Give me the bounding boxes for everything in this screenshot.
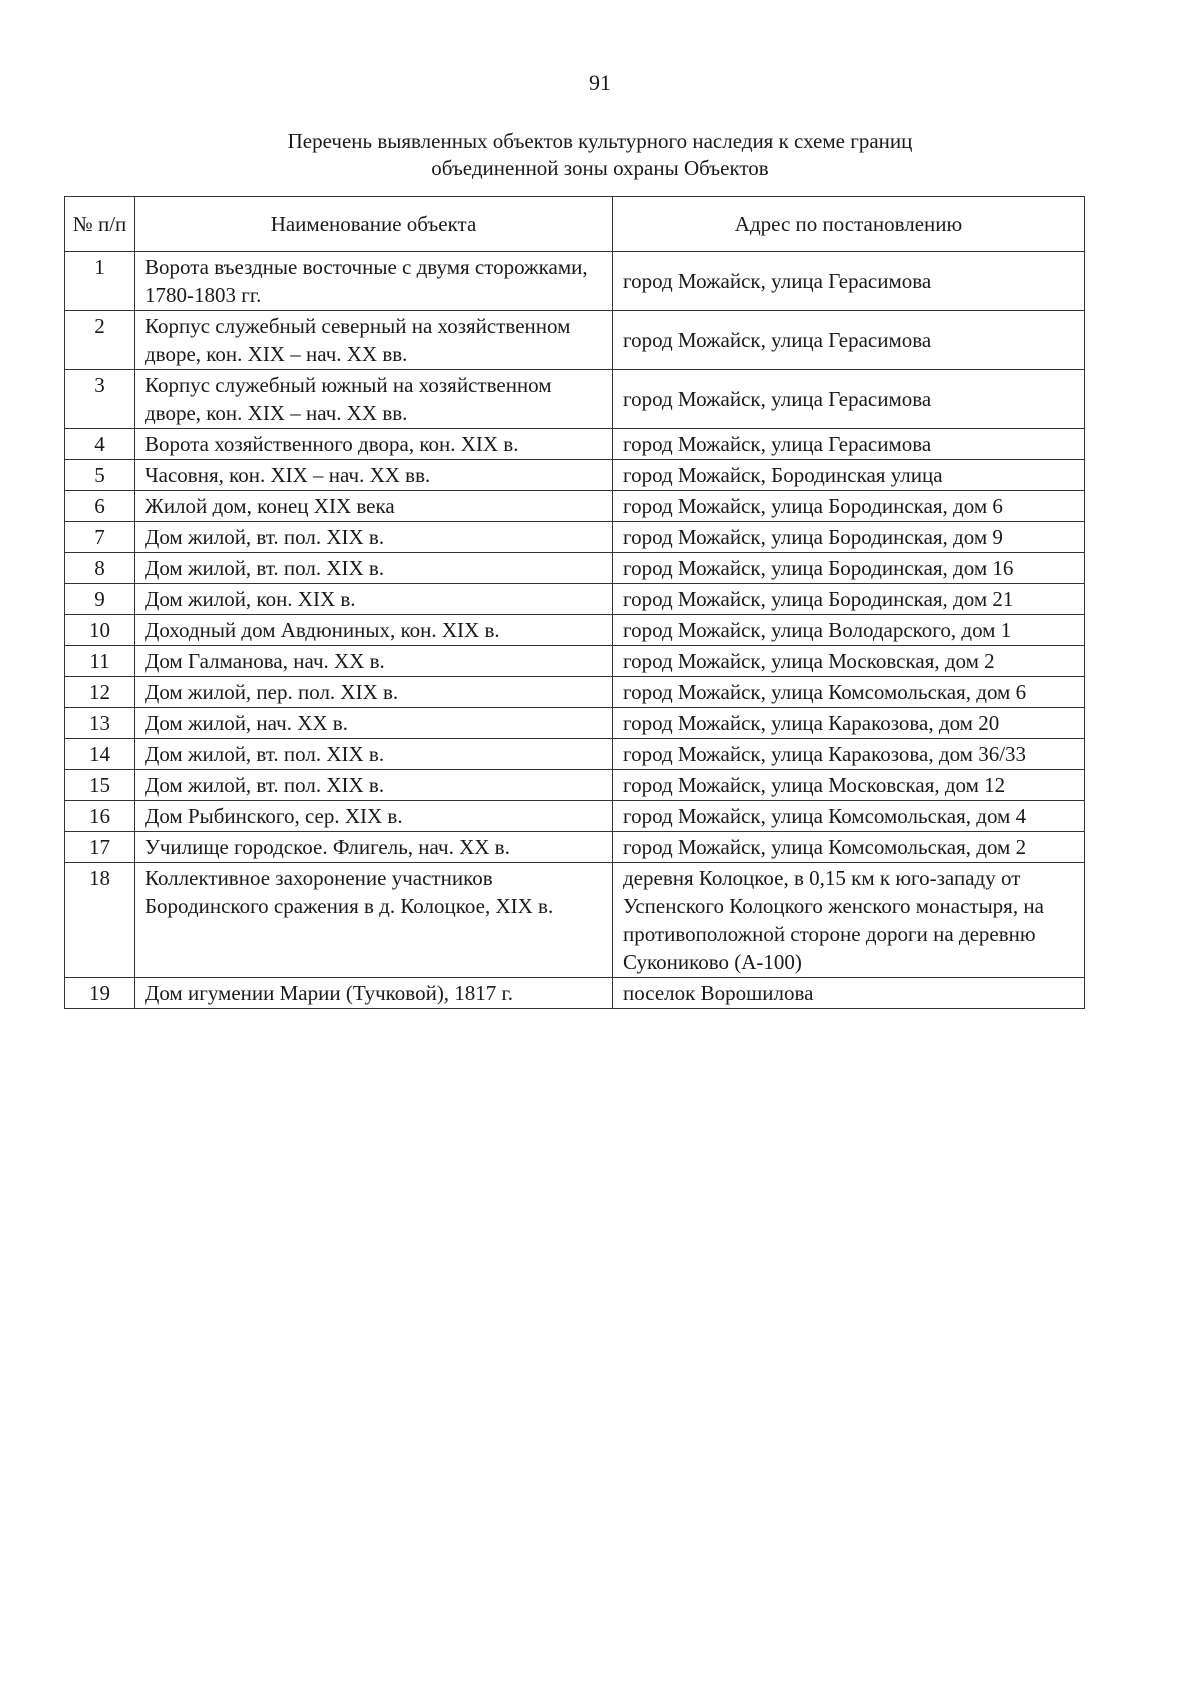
header-number: № п/п bbox=[65, 197, 135, 252]
object-name: Дом жилой, вт. пол. XIX в. bbox=[135, 770, 613, 801]
row-number: 7 bbox=[65, 522, 135, 553]
header-address: Адрес по постановлению bbox=[613, 197, 1085, 252]
table-row bbox=[65, 863, 1085, 978]
table-row bbox=[65, 429, 1085, 460]
row-number: 10 bbox=[65, 615, 135, 646]
object-name: Дом жилой, вт. пол. XIX в. bbox=[135, 739, 613, 770]
table-row bbox=[65, 708, 1085, 739]
row-number: 8 bbox=[65, 553, 135, 584]
table-row bbox=[65, 615, 1085, 646]
object-name: Дом жилой, вт. пол. XIX в. bbox=[135, 553, 613, 584]
row-number: 3 bbox=[65, 370, 135, 429]
table-row bbox=[65, 491, 1085, 522]
row-number: 15 bbox=[65, 770, 135, 801]
object-name: Ворота хозяйственного двора, кон. XIX в. bbox=[135, 429, 613, 460]
table-row bbox=[65, 553, 1085, 584]
table-row bbox=[65, 460, 1085, 491]
object-address: город Можайск, улица Бородинская, дом 21 bbox=[613, 584, 1085, 615]
page-number: 91 bbox=[589, 70, 611, 95]
object-name: Часовня, кон. XIX – нач. XX вв. bbox=[135, 460, 613, 491]
object-address: город Можайск, улица Герасимова bbox=[613, 429, 1085, 460]
object-address: деревня Колоцкое, в 0,15 км к юго-западу от Успенского Колоцкого женского монастыря, на противоположной стороне дороги на деревню Сукониково (А-100) bbox=[613, 863, 1085, 978]
object-name: Дом жилой, вт. пол. XIX в. bbox=[135, 522, 613, 553]
object-name: Дом жилой, нач. XX в. bbox=[135, 708, 613, 739]
object-address: город Можайск, улица Бородинская, дом 9 bbox=[613, 522, 1085, 553]
object-address: поселок Ворошилова bbox=[613, 978, 1085, 1009]
row-number: 17 bbox=[65, 832, 135, 863]
row-number: 1 bbox=[65, 252, 135, 311]
object-name: Дом игумении Марии (Тучковой), 1817 г. bbox=[135, 978, 613, 1009]
object-address: город Можайск, улица Бородинская, дом 6 bbox=[613, 491, 1085, 522]
object-address: город Можайск, улица Московская, дом 12 bbox=[613, 770, 1085, 801]
table-row bbox=[65, 252, 1085, 311]
object-name: Ворота въездные восточные с двумя сторожками, 1780-1803 гг. bbox=[135, 252, 613, 311]
table-row bbox=[65, 584, 1085, 615]
table-row bbox=[65, 677, 1085, 708]
row-number: 13 bbox=[65, 708, 135, 739]
row-number: 4 bbox=[65, 429, 135, 460]
document-title-line-2: объединенной зоны охраны Объектов bbox=[431, 156, 769, 180]
object-address: город Можайск, улица Каракозова, дом 20 bbox=[613, 708, 1085, 739]
object-name: Корпус служебный южный на хозяйственном дворе, кон. XIX – нач. XX вв. bbox=[135, 370, 613, 429]
row-number: 2 bbox=[65, 311, 135, 370]
object-address: город Можайск, улица Московская, дом 2 bbox=[613, 646, 1085, 677]
object-address: город Можайск, улица Комсомольская, дом 4 bbox=[613, 801, 1085, 832]
row-number: 18 bbox=[65, 863, 135, 978]
object-name: Дом Рыбинского, сер. XIX в. bbox=[135, 801, 613, 832]
object-name: Дом жилой, кон. XIX в. bbox=[135, 584, 613, 615]
object-address: город Можайск, улица Герасимова bbox=[613, 252, 1085, 311]
object-name: Жилой дом, конец XIX века bbox=[135, 491, 613, 522]
table-row bbox=[65, 978, 1085, 1009]
object-address: город Можайск, улица Комсомольская, дом 6 bbox=[613, 677, 1085, 708]
object-name: Дом жилой, пер. пол. XIX в. bbox=[135, 677, 613, 708]
table-row bbox=[65, 370, 1085, 429]
document-title-line-1: Перечень выявленных объектов культурного наследия к схеме границ bbox=[287, 129, 913, 153]
table-row bbox=[65, 646, 1085, 677]
header-object-name: Наименование объекта bbox=[135, 197, 613, 252]
object-address: город Можайск, улица Герасимова bbox=[613, 311, 1085, 370]
object-name: Доходный дом Авдюниных, кон. XIX в. bbox=[135, 615, 613, 646]
table-header-row bbox=[65, 197, 1085, 252]
table-row bbox=[65, 801, 1085, 832]
object-name: Дом Галманова, нач. XX в. bbox=[135, 646, 613, 677]
object-address: город Можайск, Бородинская улица bbox=[613, 460, 1085, 491]
object-name: Училище городское. Флигель, нач. XX в. bbox=[135, 832, 613, 863]
row-number: 19 bbox=[65, 978, 135, 1009]
row-number: 9 bbox=[65, 584, 135, 615]
table-row bbox=[65, 311, 1085, 370]
object-address: город Можайск, улица Володарского, дом 1 bbox=[613, 615, 1085, 646]
object-name: Корпус служебный северный на хозяйственном дворе, кон. XIX – нач. XX вв. bbox=[135, 311, 613, 370]
object-name: Коллективное захоронение участников Бородинского сражения в д. Колоцкое, XIX в. bbox=[135, 863, 613, 978]
row-number: 6 bbox=[65, 491, 135, 522]
row-number: 12 bbox=[65, 677, 135, 708]
table-row bbox=[65, 522, 1085, 553]
heritage-objects-table bbox=[64, 196, 1085, 1009]
table-row bbox=[65, 770, 1085, 801]
object-address: город Можайск, улица Герасимова bbox=[613, 370, 1085, 429]
object-address: город Можайск, улица Каракозова, дом 36/33 bbox=[613, 739, 1085, 770]
object-address: город Можайск, улица Бородинская, дом 16 bbox=[613, 553, 1085, 584]
row-number: 5 bbox=[65, 460, 135, 491]
table-row bbox=[65, 739, 1085, 770]
object-address: город Можайск, улица Комсомольская, дом 2 bbox=[613, 832, 1085, 863]
row-number: 14 bbox=[65, 739, 135, 770]
document-title bbox=[200, 128, 1000, 182]
row-number: 16 bbox=[65, 801, 135, 832]
row-number: 11 bbox=[65, 646, 135, 677]
table-row bbox=[65, 832, 1085, 863]
